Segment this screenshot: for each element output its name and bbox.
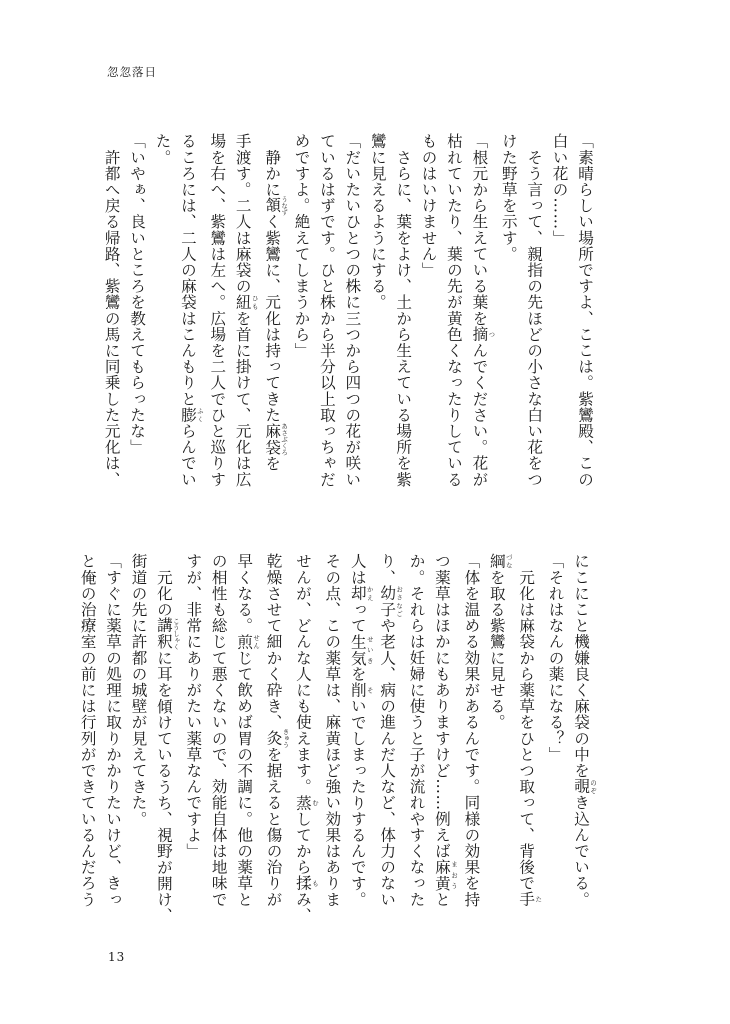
text-line: 場を右へ、紫鸞は左へ。広場を二人でひと巡りす bbox=[208, 133, 227, 488]
text-line: 元化の講釈 こうしゃくに耳を傾けているうち、視野が開け、 bbox=[154, 553, 180, 924]
text-line: めですよ。絶えてしまうから」 bbox=[292, 133, 311, 359]
text-line: 街道の先に許都の城壁が見えてきた。 bbox=[129, 553, 148, 827]
ruby-annotation: 揉 も bbox=[293, 875, 319, 892]
text-line: 「だいたいひとつの株に三つから四つの花が咲い bbox=[343, 133, 362, 488]
text-line: 枯れていたり、葉の先が黄色くなったりしている bbox=[444, 133, 463, 488]
text-line: すが、非常にありがたい薬草なんですよ」 bbox=[184, 553, 203, 859]
text-line: さらに、葉をよけ、土から生えている場所を紫 bbox=[394, 133, 413, 488]
ruby-annotation: 摘 つ bbox=[470, 326, 496, 343]
ruby-annotation: 生気 せいき bbox=[348, 633, 374, 666]
ruby-annotation: 削 そ bbox=[348, 681, 374, 698]
text-block-lower bbox=[78, 553, 597, 924]
text-line: 「根元から生えている葉を摘 つんでください。花が bbox=[470, 133, 496, 488]
text-line: た。 bbox=[153, 133, 172, 166]
text-line: 乾燥させて細かく砕き、灸 きゅうを据えると傷の治りが bbox=[264, 553, 290, 908]
ruby-annotation: 麻袋 あさぶくろ bbox=[263, 422, 289, 456]
text-line: 手渡す。二人は麻袋の紐 ひもを首に掛けて、元化は広 bbox=[233, 133, 259, 488]
ruby-annotation: 手 た bbox=[517, 891, 543, 908]
text-line: ているはずです。ひと株から半分以上取っちゃだ bbox=[317, 133, 336, 488]
running-header: 忽忽落日 bbox=[107, 65, 157, 79]
ruby-annotation: 講釈 こうしゃく bbox=[154, 617, 180, 650]
text-line: 静かに頷 うなずく紫鸞に、元化は持ってきた麻袋 あさぶくろを bbox=[263, 133, 289, 472]
text-line: にこにこと機嫌良く麻袋の中を覗 のぞき込んでいる。 bbox=[572, 553, 597, 908]
text-line: 人は却 かえって生気 せいきを削 そいでしまったりするんです。 bbox=[348, 553, 374, 908]
text-block-upper bbox=[102, 133, 597, 495]
text-line: 「すぐに薬草の処理に取りかかりたいけど、きっ bbox=[104, 553, 123, 908]
ruby-annotation: 紐 ひも bbox=[233, 294, 259, 311]
ruby-annotation: 麻黄 まおう bbox=[432, 858, 458, 892]
text-line: の相性も総じて悪くないので、効能自体は地味で bbox=[209, 553, 228, 908]
ruby-annotation: 頷 うなず bbox=[263, 195, 289, 216]
text-line: り、幼子 おさなごや老人、病の進んだ人など、体力のない bbox=[378, 553, 404, 908]
text-line: 早くなる。煎 せんじて飲めば胃の不調に。他の薬草と bbox=[235, 553, 261, 908]
text-line: その点、この薬草は、麻黄ほど強い効果はありま bbox=[323, 553, 342, 908]
text-line: ものはいけません」 bbox=[419, 133, 438, 278]
ruby-annotation: 幼子 おさなご bbox=[378, 585, 404, 618]
text-line: そう言って、親指の先ほどの小さな白い花をつ bbox=[525, 133, 544, 488]
text-line: 白い花の……」 bbox=[550, 133, 569, 246]
ruby-annotation: 煎 せん bbox=[235, 633, 261, 650]
ruby-annotation: 綱 づな bbox=[487, 553, 513, 570]
text-line: 許都へ戻る帰路、紫鸞の馬に同乗した元化は、 bbox=[102, 133, 121, 488]
text-line: るころには、二人の麻袋はこんもりと膨 ふくらんでい bbox=[178, 133, 204, 488]
text-line: 元化は麻袋から薬草をひとつ取って、背後で手 た bbox=[517, 553, 543, 908]
text-line: つ薬草はほかにもありますけど……例えば麻黄 まおうと bbox=[432, 553, 458, 908]
text-line: けた野草を示す。 bbox=[499, 133, 518, 262]
ruby-annotation: 覗 のぞ bbox=[572, 778, 597, 795]
text-line: 「体を温める効果があるんです。同様の効果を持 bbox=[462, 553, 481, 908]
page-number: 13 bbox=[108, 950, 126, 964]
ruby-annotation: 蒸 む bbox=[293, 794, 319, 811]
ruby-annotation: 膨 ふく bbox=[178, 406, 204, 423]
ruby-annotation: 灸 きゅう bbox=[264, 728, 290, 748]
text-line: 「素晴らしい場所ですよ、ここは。紫鸞殿、この bbox=[576, 133, 594, 488]
text-line: 「いやぁ、良いところを教えてもらったな」 bbox=[128, 133, 147, 455]
text-line: と俺の治療室の前には行列ができているんだろう bbox=[78, 553, 97, 908]
ruby-annotation: 却 かえ bbox=[348, 585, 374, 602]
text-line: か。それらは妊婦に使うと子が流れやすくなった bbox=[407, 553, 426, 908]
text-line: 「それはなんの薬になる？」 bbox=[546, 553, 565, 763]
text-line: せんが、どんな人にも使えます。蒸 むしてから揉 もみ、 bbox=[293, 553, 319, 924]
text-line: 鸞に見えるようにする。 bbox=[368, 133, 387, 311]
text-line: 綱 づなを取る紫鸞に見せる。 bbox=[487, 553, 513, 731]
